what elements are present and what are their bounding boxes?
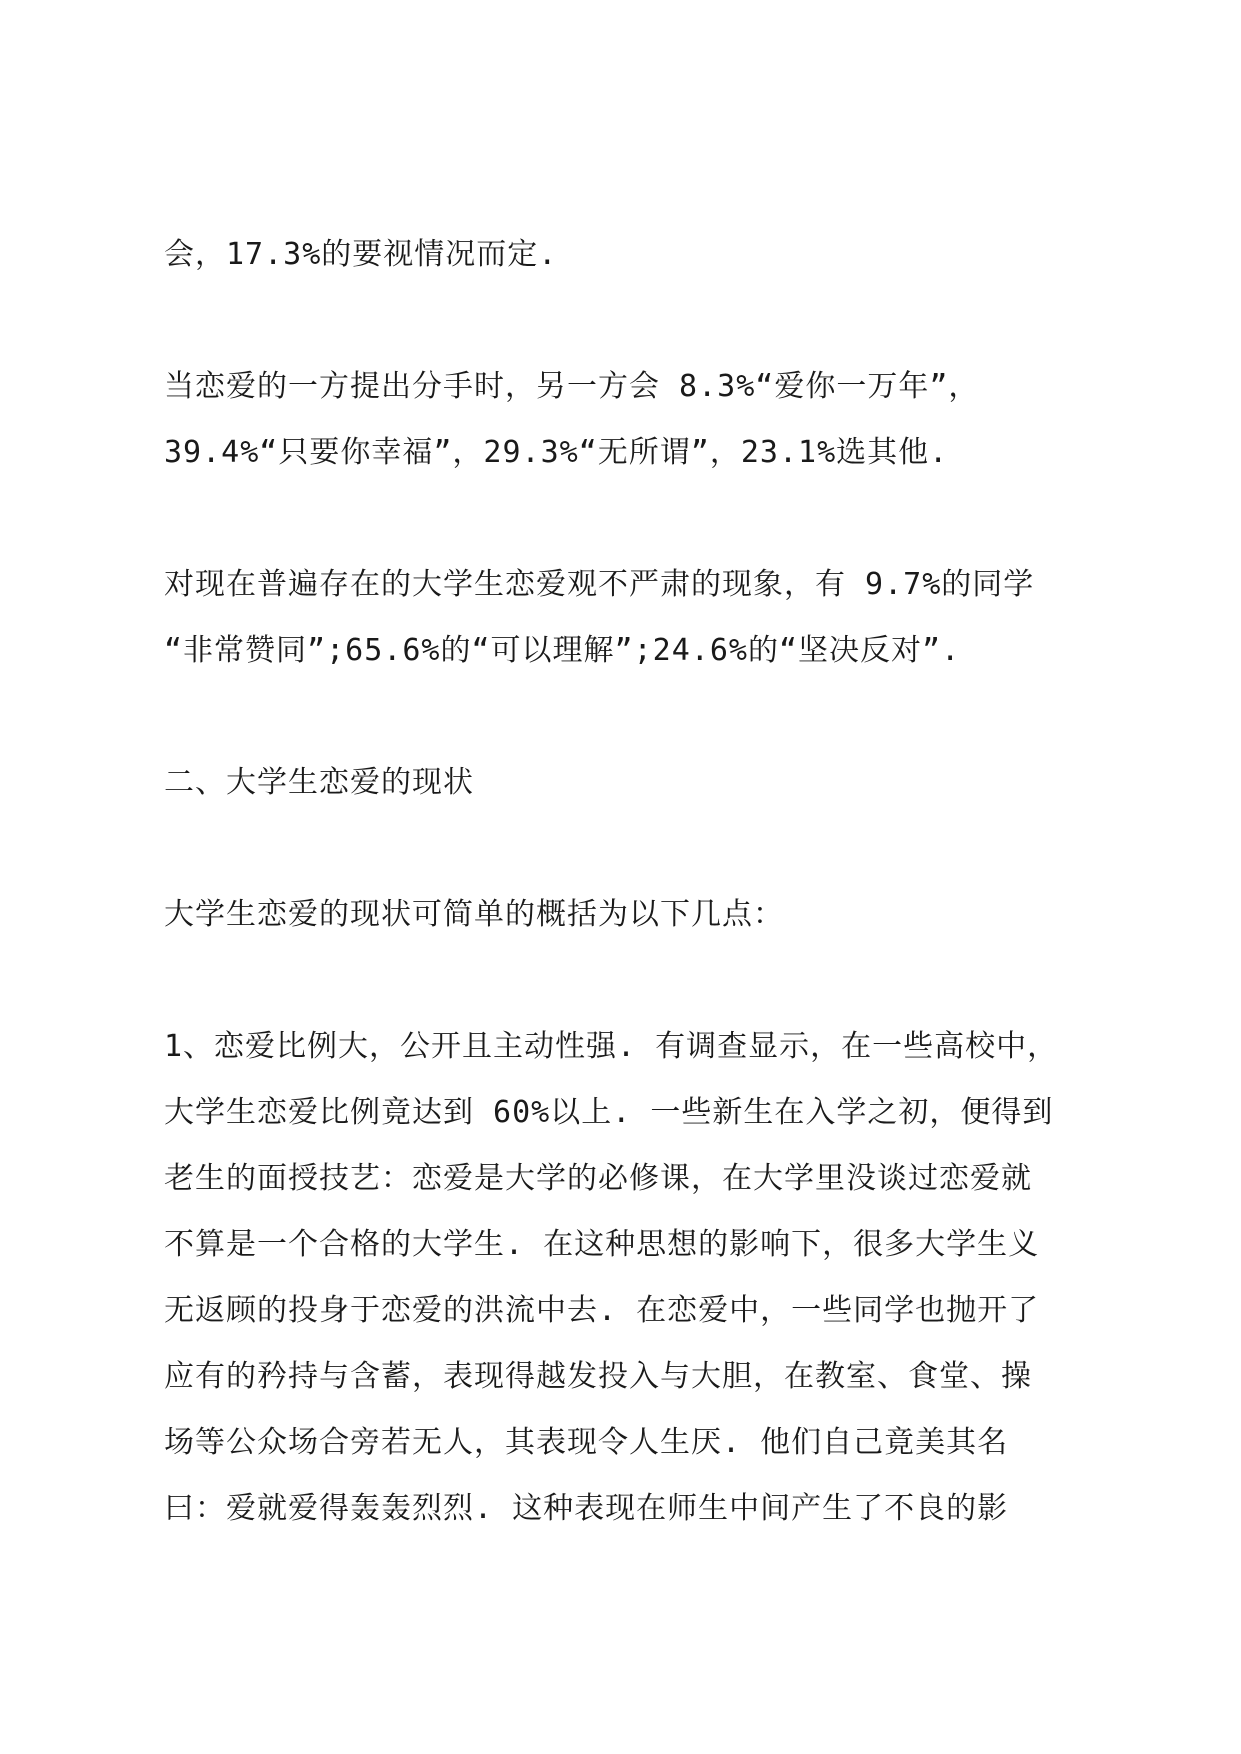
text-line: 老生的面授技艺：恋爱是大学的必修课，在大学里没谈过恋爱就 [164, 1161, 1032, 1196]
text-line: 应有的矜持与含蓄，表现得越发投入与大胆，在教室、食堂、操 [164, 1359, 1032, 1394]
text-line: 39.4%“只要你幸福”，29.3%“无所谓”，23.1%选其他. [164, 435, 949, 470]
text-line: 场等公众场合旁若无人，其表现令人生厌. 他们自己竟美其名 [164, 1425, 1009, 1460]
paragraph-attitude [164, 552, 1094, 684]
text-line: 不算是一个合格的大学生. 在这种思想的影响下，很多大学生义 [164, 1227, 1040, 1262]
section-heading [164, 750, 1094, 816]
text-line: 无返顾的投身于恋爱的洪流中去. 在恋爱中，一些同学也抛开了 [164, 1293, 1040, 1328]
text-line: 会，17.3%的要视情况而定. [164, 237, 558, 272]
paragraph-point-1 [164, 1014, 1094, 1542]
paragraph-gap [164, 816, 1094, 882]
text-line: 对现在普遍存在的大学生恋爱观不严肃的现象，有 9.7%的同学 [164, 567, 1035, 602]
text-line: 当恋爱的一方提出分手时，另一方会 8.3%“爱你一万年”， [164, 369, 980, 404]
document-body [164, 222, 1094, 1542]
paragraph-summary-intro [164, 882, 1094, 948]
paragraph-gap [164, 948, 1094, 1014]
paragraph-gap [164, 684, 1094, 750]
text-line: 1、恋爱比例大，公开且主动性强. 有调查显示，在一些高校中， [164, 1029, 1059, 1064]
paragraph-situational [164, 222, 1094, 288]
text-line: “非常赞同”;65.6%的“可以理解”;24.6%的“坚决反对”. [164, 633, 961, 668]
paragraph-breakup-reaction [164, 354, 1094, 486]
paragraph-gap [164, 486, 1094, 552]
text-line: 大学生恋爱的现状可简单的概括为以下几点： [164, 897, 784, 932]
text-line: 曰：爱就爱得轰轰烈烈. 这种表现在师生中间产生了不良的影 [164, 1491, 1009, 1526]
text-line: 大学生恋爱比例竟达到 60%以上. 一些新生在入学之初，便得到 [164, 1095, 1054, 1130]
paragraph-gap [164, 288, 1094, 354]
heading-text: 二、大学生恋爱的现状 [164, 765, 474, 800]
